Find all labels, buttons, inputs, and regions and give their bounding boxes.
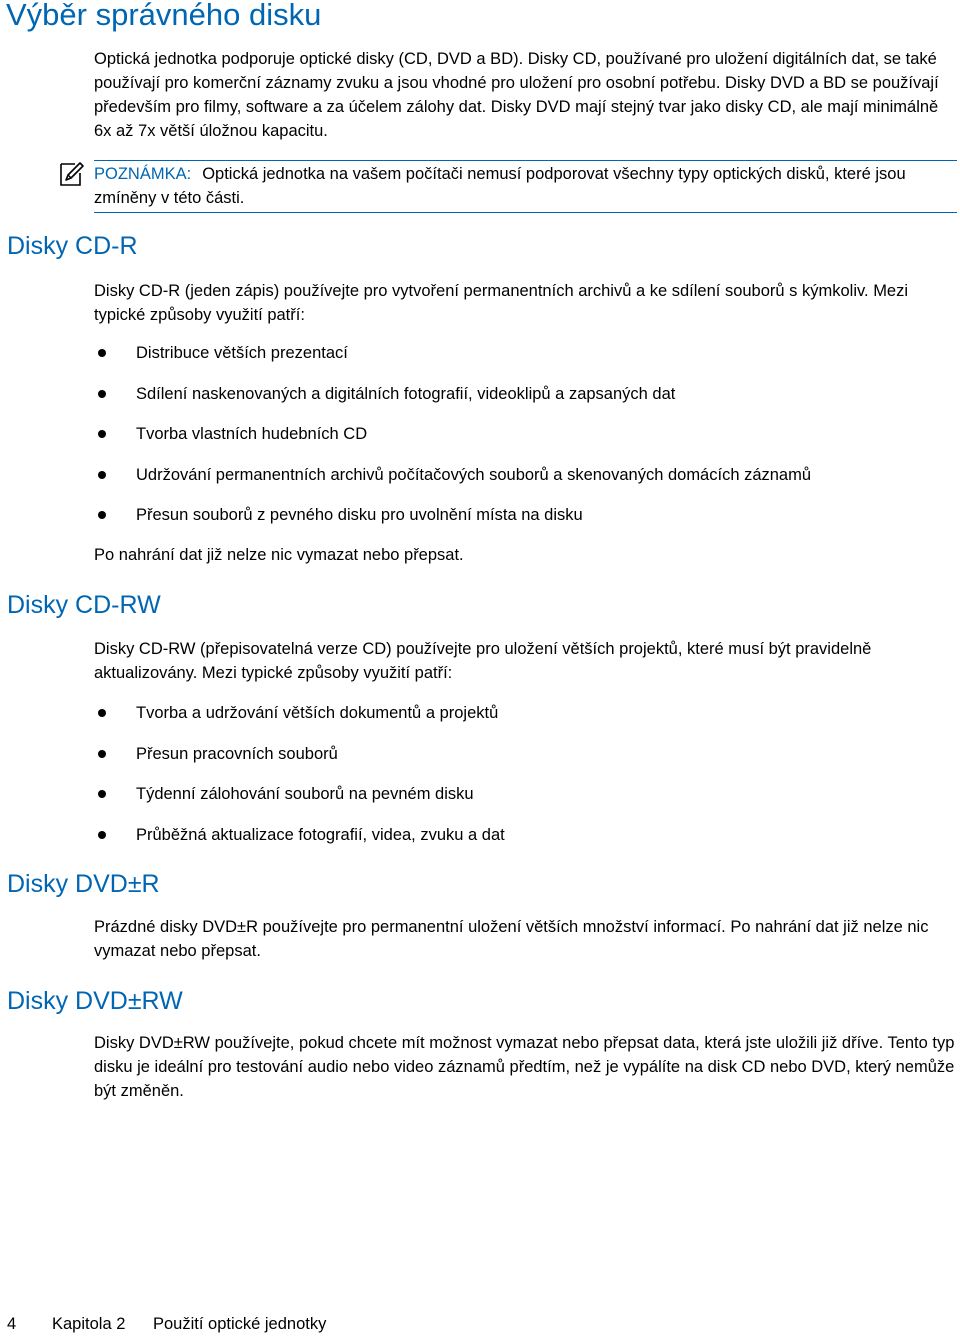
note-text: Optická jednotka na vašem počítači nemusí podporovat všechny typy optických disků, které jsou zmíněny v této části.	[94, 165, 906, 207]
bullet-icon	[98, 790, 106, 798]
note-box	[94, 160, 957, 213]
bullet-icon	[98, 430, 106, 438]
list-item: Udržování permanentních archivů počítačových souborů a skenovaných domácích záznamů	[94, 463, 960, 504]
section-heading-cd-rw: Disky CD-RW	[7, 591, 161, 619]
section-heading-cd-r: Disky CD-R	[7, 232, 138, 260]
section-text-dvd-r: Prázdné disky DVD±R používejte pro permanentní uložení větších množství informací. Po nahrání dat již nelze nic vymazat nebo přepsat.	[94, 918, 929, 960]
bullet-icon	[98, 349, 106, 357]
uses-list-cd-r	[94, 341, 960, 544]
list-item: Týdenní zálohování souborů na pevném disku	[94, 782, 960, 823]
intro-paragraph: Optická jednotka podporuje optické disky (CD, DVD a BD). Disky CD, používané pro uložení digitálních dat, se také používají pro komerční záznamy zvuku a jsou vhodné pro uložení pro osobní potřebu. Disky DVD a BD se používají především pro filmy, software a za účelem zálohy dat. Disky DVD mají stejný tvar jako disky CD, ale mají minimálně 6x až 7x větší úložnou kapacitu.	[94, 50, 939, 140]
list-item: Tvorba vlastních hudebních CD	[94, 422, 960, 463]
list-item: Průběžná aktualizace fotografií, videa, zvuku a dat	[94, 823, 960, 864]
bullet-icon	[98, 750, 106, 758]
bullet-icon	[98, 390, 106, 398]
list-item: Distribuce větších prezentací	[94, 341, 960, 382]
list-item: Přesun souborů z pevného disku pro uvolnění místa na disku	[94, 503, 960, 544]
section-after-cd-r: Po nahrání dat již nelze nic vymazat nebo přepsat.	[94, 546, 464, 564]
bullet-icon	[98, 471, 106, 479]
uses-list-cd-rw	[94, 701, 960, 863]
section-heading-dvd-rw: Disky DVD±RW	[7, 987, 183, 1015]
note-label: POZNÁMKA:	[94, 165, 192, 183]
list-item: Tvorba a udržování větších dokumentů a projektů	[94, 701, 960, 742]
bullet-icon	[98, 831, 106, 839]
section-heading-dvd-r: Disky DVD±R	[7, 870, 160, 898]
list-item: Sdílení naskenovaných a digitálních fotografií, videoklipů a zapsaných dat	[94, 382, 960, 423]
list-item: Přesun pracovních souborů	[94, 742, 960, 783]
page-number: 4	[7, 1315, 17, 1333]
section-text-dvd-rw: Disky DVD±RW používejte, pokud chcete mít možnost vymazat nebo přepsat data, která jste uložili již dříve. Tento typ disku je ideální pro testování audio nebo video záznamů předtím, než je vypálíte na disk CD nebo DVD, který nemůže být změněn.	[94, 1034, 955, 1100]
note-pencil-icon	[59, 161, 85, 187]
footer-chapter-title: Použití optické jednotky	[153, 1315, 327, 1333]
footer-chapter: Kapitola 2	[52, 1315, 126, 1333]
section-text-cd-r: Disky CD-R (jeden zápis) používejte pro vytvoření permanentních archivů a ke sdílení souborů s kýmkoliv. Mezi typické způsoby využití patří:	[94, 282, 909, 324]
page-title: Výběr správného disku	[6, 0, 322, 32]
section-text-cd-rw: Disky CD-RW (přepisovatelná verze CD) používejte pro uložení větších projektů, které musí být pravidelně aktualizovány. Mezi typické způsoby využití patří:	[94, 640, 872, 682]
bullet-icon	[98, 511, 106, 519]
bullet-icon	[98, 709, 106, 717]
